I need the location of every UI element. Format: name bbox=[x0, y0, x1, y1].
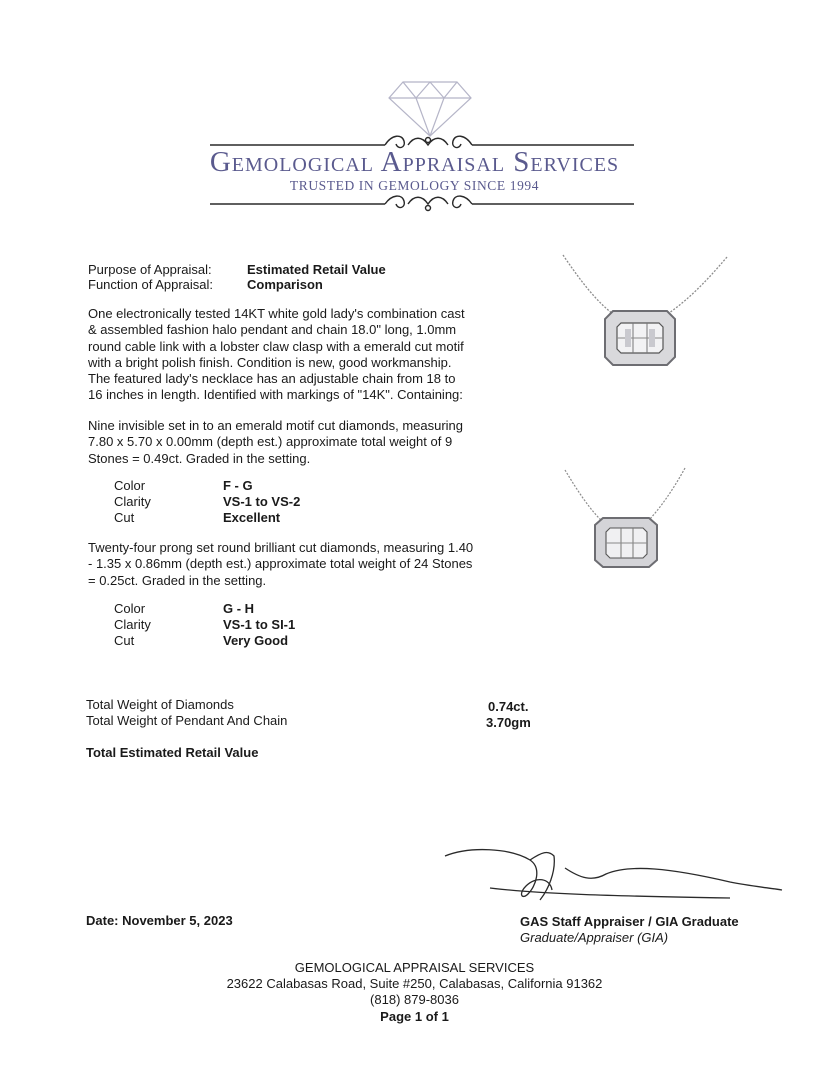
item-description bbox=[88, 306, 498, 404]
pendant-photo-bottom bbox=[555, 462, 705, 582]
emerald-halo-pendant-icon bbox=[605, 311, 675, 365]
purpose-label: Purpose of Appraisal: bbox=[88, 262, 212, 277]
stone-group-2-line: Twenty-four prong set round brilliant cut diamonds, measuring 1.40 bbox=[88, 540, 474, 555]
description-line: The featured lady's necklace has an adjustable chain from 18 to bbox=[88, 371, 456, 387]
total-pendant-weight-label: Total Weight of Pendant And Chain bbox=[86, 713, 288, 728]
footer-phone: (818) 879-8036 bbox=[370, 992, 459, 1007]
stone-1-cut-value: Excellent bbox=[223, 510, 281, 525]
description-line: & assembled fashion halo pendant and chain 18.0" long, 1.0mm bbox=[88, 322, 457, 338]
stone-group-1-line: 7.80 x 5.70 x 0.00mm (depth est.) approximate total weight of 9 bbox=[88, 434, 453, 450]
appraiser-signature bbox=[430, 838, 790, 910]
emerald-halo-pendant-icon bbox=[595, 518, 657, 567]
stone-group-2-description bbox=[88, 540, 498, 589]
bottom-ornament-divider bbox=[210, 196, 634, 210]
footer-company-name: GEMOLOGICAL APPRAISAL SERVICES bbox=[294, 960, 535, 975]
stone-1-color-value: F - G bbox=[223, 478, 253, 493]
necklace-chain-icon bbox=[565, 468, 685, 522]
stone-group-1-line: Nine invisible set in to an emerald motif cut diamonds, measuring bbox=[88, 418, 464, 433]
stone-2-cut-value: Very Good bbox=[223, 633, 289, 648]
stone-group-1-description bbox=[88, 418, 498, 467]
stone-1-cut-label: Cut bbox=[114, 510, 135, 525]
necklace-chain-icon bbox=[563, 255, 727, 317]
appraiser-subtitle: Graduate/Appraiser (GIA) bbox=[520, 930, 669, 945]
description-line: One electronically tested 14KT white gold lady's combination cast bbox=[88, 306, 465, 321]
description-line: with a bright polish finish. Condition is new, good workmanship. bbox=[88, 354, 452, 370]
total-pendant-weight-value: 3.70gm bbox=[486, 715, 531, 730]
function-value: Comparison bbox=[247, 277, 323, 292]
stone-2-color-label: Color bbox=[114, 601, 146, 616]
stone-2-clarity-value: VS-1 to SI-1 bbox=[223, 617, 296, 632]
appraisal-date: Date: November 5, 2023 bbox=[86, 913, 233, 928]
total-retail-value-label: Total Estimated Retail Value bbox=[86, 745, 259, 760]
company-name: Gemological Appraisal Services bbox=[209, 146, 620, 178]
stone-group-2-line: - 1.35 x 0.86mm (depth est.) approximate total weight of 24 Stones bbox=[88, 556, 473, 572]
stone-1-clarity-label: Clarity bbox=[114, 494, 151, 509]
description-line: round cable link with a lobster claw clasp with a emerald cut motif bbox=[88, 338, 464, 354]
diamond-logo-icon bbox=[389, 82, 471, 136]
company-tagline: TRUSTED IN GEMOLOGY SINCE 1994 bbox=[289, 178, 540, 193]
stone-1-clarity-value: VS-1 to VS-2 bbox=[223, 494, 301, 509]
page-number: Page 1 of 1 bbox=[380, 1009, 449, 1024]
stone-2-clarity-label: Clarity bbox=[114, 617, 151, 632]
appraiser-title: GAS Staff Appraiser / GIA Graduate bbox=[520, 914, 739, 929]
stone-group-2-line: = 0.25ct. Graded in the setting. bbox=[88, 572, 267, 588]
pendant-photo-top bbox=[555, 245, 735, 385]
footer-address: 23622 Calabasas Road, Suite #250, Calabasas, California 91362 bbox=[226, 976, 603, 991]
total-diamond-weight-value: 0.74ct. bbox=[488, 699, 529, 714]
stone-2-cut-label: Cut bbox=[114, 633, 135, 648]
stone-1-color-label: Color bbox=[114, 478, 146, 493]
stone-group-1-line: Stones = 0.49ct. Graded in the setting. bbox=[88, 450, 311, 466]
function-label: Function of Appraisal: bbox=[88, 277, 214, 292]
description-line: 16 inches in length. Identified with markings of "14K". Containing: bbox=[88, 387, 463, 403]
total-diamond-weight-label: Total Weight of Diamonds bbox=[86, 697, 234, 712]
stone-2-color-value: G - H bbox=[223, 601, 255, 616]
purpose-value: Estimated Retail Value bbox=[247, 262, 386, 277]
